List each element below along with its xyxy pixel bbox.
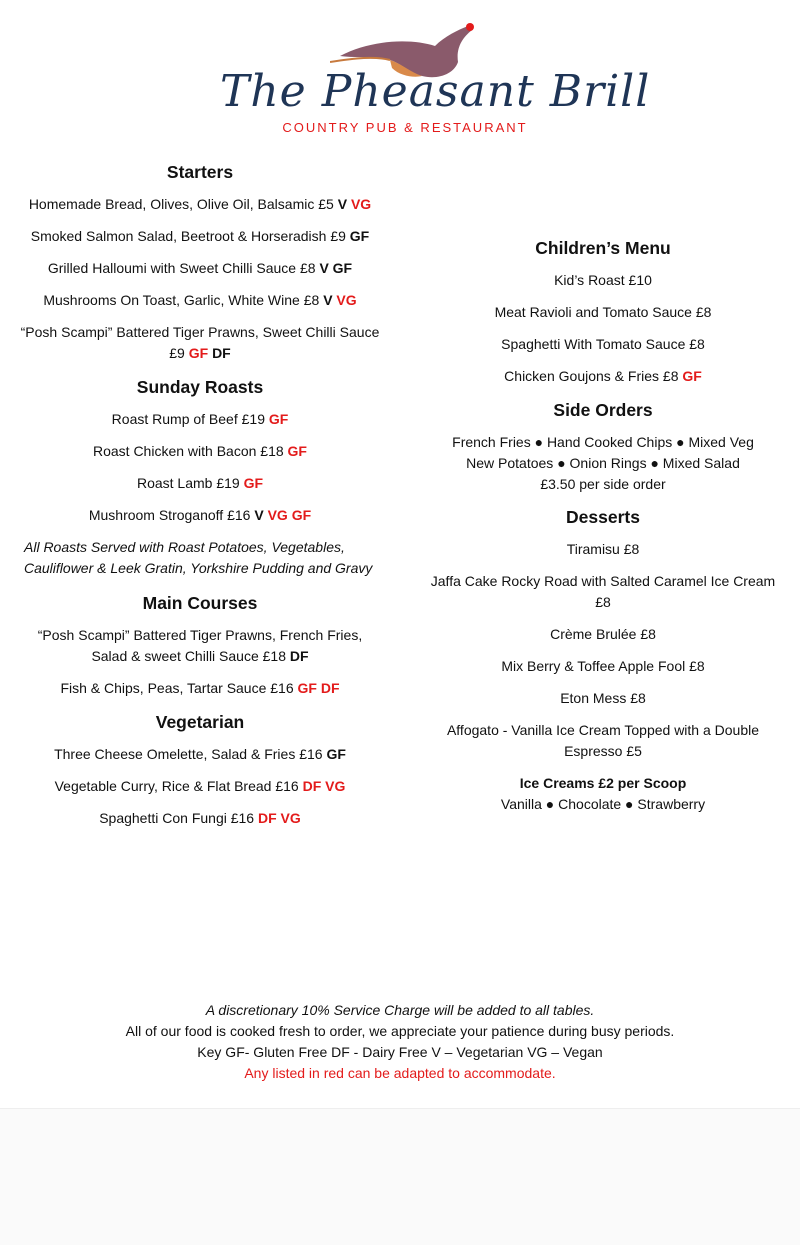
logo xyxy=(220,18,651,138)
dietary-tag: VG xyxy=(325,778,346,794)
menu-item-text: Homemade Bread, Olives, Olive Oil, Balsamic £5 xyxy=(28,196,334,212)
desserts-heading: Desserts xyxy=(566,507,640,527)
page-bottom-area xyxy=(0,1108,800,1245)
menu-item xyxy=(20,678,380,699)
menu-item xyxy=(425,720,781,762)
menu-item-text: Grilled Halloumi with Sweet Chilli Sauce £8 xyxy=(47,260,316,276)
menu-item-text: Mushroom Stroganoff £16 xyxy=(88,507,251,523)
menu-item xyxy=(425,571,781,613)
dietary-tag: GF xyxy=(291,507,312,523)
menu-item-text: Kid’s Roast £10 xyxy=(554,272,652,288)
starters-heading: Starters xyxy=(166,162,234,182)
side-orders xyxy=(425,432,781,495)
menu-item xyxy=(425,270,781,291)
menu-item-text: Affogato - Vanilla Ice Cream Topped with a Double Espresso £5 xyxy=(446,722,760,759)
menu-item-text: Roast Rump of Beef £19 xyxy=(111,411,265,427)
sunday-roasts-list xyxy=(20,409,380,526)
sides-line-1: French Fries ● Hand Cooked Chips ● Mixed Veg xyxy=(452,434,754,450)
menu-item xyxy=(425,302,781,323)
menu-item xyxy=(20,744,380,765)
menu-item-text: Crème Brulée £8 xyxy=(550,626,656,642)
service-charge-note: A discretionary 10% Service Charge will be added to all tables. xyxy=(205,1002,595,1018)
menu-item-text: Roast Chicken with Bacon £18 xyxy=(92,443,284,459)
menu-item xyxy=(20,322,380,364)
vegetarian-list xyxy=(20,744,380,829)
fresh-food-note: All of our food is cooked fresh to order, we appreciate your patience during busy periods. xyxy=(125,1023,675,1039)
dietary-tag: GF xyxy=(243,475,264,491)
sides-line-2: New Potatoes ● Onion Rings ● Mixed Salad xyxy=(466,455,740,471)
menu-item xyxy=(20,808,380,829)
menu-item xyxy=(20,441,380,462)
ice-creams-flavours: Vanilla ● Chocolate ● Strawberry xyxy=(500,796,706,812)
menu-item-text: Vegetable Curry, Rice & Flat Bread £16 xyxy=(54,778,299,794)
menu-item xyxy=(425,688,781,709)
dietary-tag: GF xyxy=(268,411,289,427)
dietary-tag: GF xyxy=(326,746,346,762)
ice-creams-title: Ice Creams £2 per Scoop xyxy=(519,775,687,791)
menu-item xyxy=(425,366,781,387)
dietary-tag: DF xyxy=(289,648,309,664)
childrens-menu-heading: Children’s Menu xyxy=(535,238,671,258)
menu-item-text: Jaffa Cake Rocky Road with Salted Caramel Ice Cream £8 xyxy=(430,573,776,610)
dietary-tag: DF xyxy=(302,778,322,794)
dietary-tag: VG xyxy=(336,292,357,308)
menu-item xyxy=(425,624,781,645)
dietary-tag: DF xyxy=(320,680,340,696)
sunday-roasts-heading: Sunday Roasts xyxy=(136,377,264,397)
menu-item-text: Three Cheese Omelette, Salad & Fries £16 xyxy=(54,746,323,762)
dietary-tag: DF xyxy=(212,345,231,361)
dietary-tag: GF xyxy=(297,680,317,696)
side-orders-heading: Side Orders xyxy=(553,400,653,420)
menu-item-text: Fish & Chips, Peas, Tartar Sauce £16 xyxy=(60,680,294,696)
menu-item-text: Spaghetti With Tomato Sauce £8 xyxy=(501,336,705,352)
dietary-tag: DF xyxy=(257,810,277,826)
menu-item-text: Mushrooms On Toast, Garlic, White Wine £8 xyxy=(43,292,320,308)
dietary-tag: V xyxy=(319,260,329,276)
menu-item xyxy=(20,776,380,797)
dietary-key: Key GF- Gluten Free DF - Dairy Free V – Vegetarian VG – Vegan xyxy=(197,1044,603,1060)
main-courses-list xyxy=(20,625,380,699)
menu-item-text: Smoked Salmon Salad, Beetroot & Horseradish £9 xyxy=(30,228,346,244)
right-column xyxy=(425,236,781,815)
menu-item-text: Chicken Goujons & Fries £8 xyxy=(504,368,679,384)
menu-item xyxy=(20,194,380,215)
main-courses-heading: Main Courses xyxy=(142,593,258,613)
starters-list xyxy=(20,194,380,364)
childrens-menu-list xyxy=(425,270,781,387)
dietary-tag: VG xyxy=(350,196,372,212)
menu-item xyxy=(20,473,380,494)
roasts-note: All Roasts Served with Roast Potatoes, Vegetables, Cauliflower & Leek Gratin, Yorkshire Pudding and Gravy xyxy=(24,539,373,576)
dietary-tag: V xyxy=(254,507,264,523)
menu-item-text: Meat Ravioli and Tomato Sauce £8 xyxy=(494,304,712,320)
adapt-note: Any listed in red can be adapted to accommodate. xyxy=(244,1065,556,1081)
menu-item-text: Eton Mess £8 xyxy=(560,690,646,706)
menu-item-text: “Posh Scampi” Battered Tiger Prawns, Sweet Chilli Sauce £9 xyxy=(20,324,380,361)
menu-item-text: Mix Berry & Toffee Apple Fool £8 xyxy=(501,658,705,674)
menu-item xyxy=(20,625,380,667)
dietary-tag: GF xyxy=(349,228,370,244)
left-column xyxy=(20,160,380,840)
dietary-tag: VG xyxy=(267,507,288,523)
menu-item xyxy=(425,334,781,355)
footer xyxy=(0,1000,800,1084)
dietary-tag: GF xyxy=(332,260,353,276)
dietary-tag: GF xyxy=(287,443,307,459)
menu-item xyxy=(20,258,380,279)
menu-item-text: Tiramisu £8 xyxy=(566,541,640,557)
menu-item-text: Roast Lamb £19 xyxy=(136,475,240,491)
logo-title: The Pheasant Brill xyxy=(220,66,651,117)
logo-subtitle: COUNTRY PUB & RESTAURANT xyxy=(282,120,528,135)
menu-item xyxy=(20,290,380,311)
dietary-tag: GF xyxy=(188,345,209,361)
ice-creams xyxy=(425,773,781,815)
menu-item xyxy=(20,409,380,430)
desserts-list xyxy=(425,539,781,762)
dietary-tag: V xyxy=(337,196,348,212)
vegetarian-heading: Vegetarian xyxy=(155,712,245,732)
dietary-tag: V xyxy=(323,292,333,308)
menu-item xyxy=(20,505,380,526)
menu-item xyxy=(20,226,380,247)
dietary-tag: VG xyxy=(280,810,301,826)
menu-item-text: Spaghetti Con Fungi £16 xyxy=(99,810,255,826)
dietary-tag: GF xyxy=(682,368,702,384)
menu-item-text: “Posh Scampi” Battered Tiger Prawns, French Fries, Salad & sweet Chilli Sauce £18 xyxy=(37,627,363,664)
menu-item xyxy=(425,539,781,560)
menu-item xyxy=(425,656,781,677)
sides-price: £3.50 per side order xyxy=(540,476,666,492)
